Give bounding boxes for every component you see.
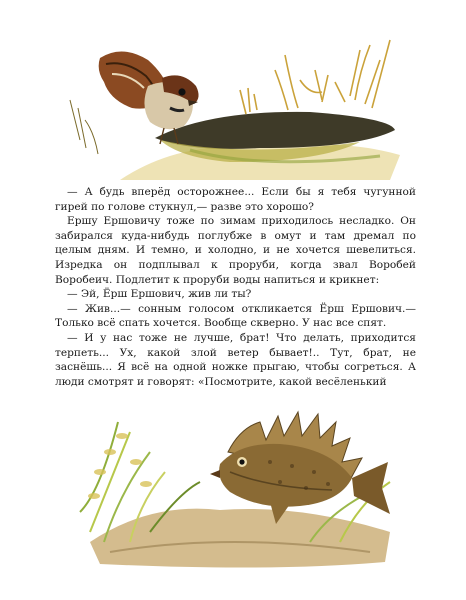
- paragraph-3: — Эй, Ёрш Ершович, жив ли ты?: [67, 288, 252, 301]
- paragraph-4: — Жив...— сонным голосом откликается Ёрш Ершович.— Только всё спать хочется. Вообще скверно. У нас все спят.: [55, 302, 416, 330]
- sandy-bottom: [90, 509, 390, 568]
- paragraph-1: — А будь вперёд осторожнее... Если бы я тебя чугунной гирей по голове стукнул,— разве это хорошо?: [55, 186, 416, 213]
- ice-patch: [155, 112, 395, 149]
- story-text: [55, 185, 416, 389]
- fish-illustration: [70, 392, 400, 572]
- paragraph-2: Ершу Ершовичу тоже по зимам приходилось несладко. Он забирался куда-нибудь поглубже в омут и там дремал по целым дням. И темно, и холодно, и не хочется шевелиться. Изредка он подплывал к проруби, когда звал Воробей Воробеич. Подлетит к проруби воды напиться и крикнет:: [55, 215, 416, 286]
- sparrow-illustration: [60, 30, 410, 180]
- grass-strokes: [240, 40, 390, 114]
- paragraph-5: — И у нас тоже не лучше, брат! Что делать, приходится терпеть... Ух, какой злой ветер бывает!.. Тут, брат, не заснёшь... Я всё на одной ножке прыгаю, чтобы согреться. А люди смотрят и говорят: «Посмотрите, какой весёленький: [55, 331, 416, 388]
